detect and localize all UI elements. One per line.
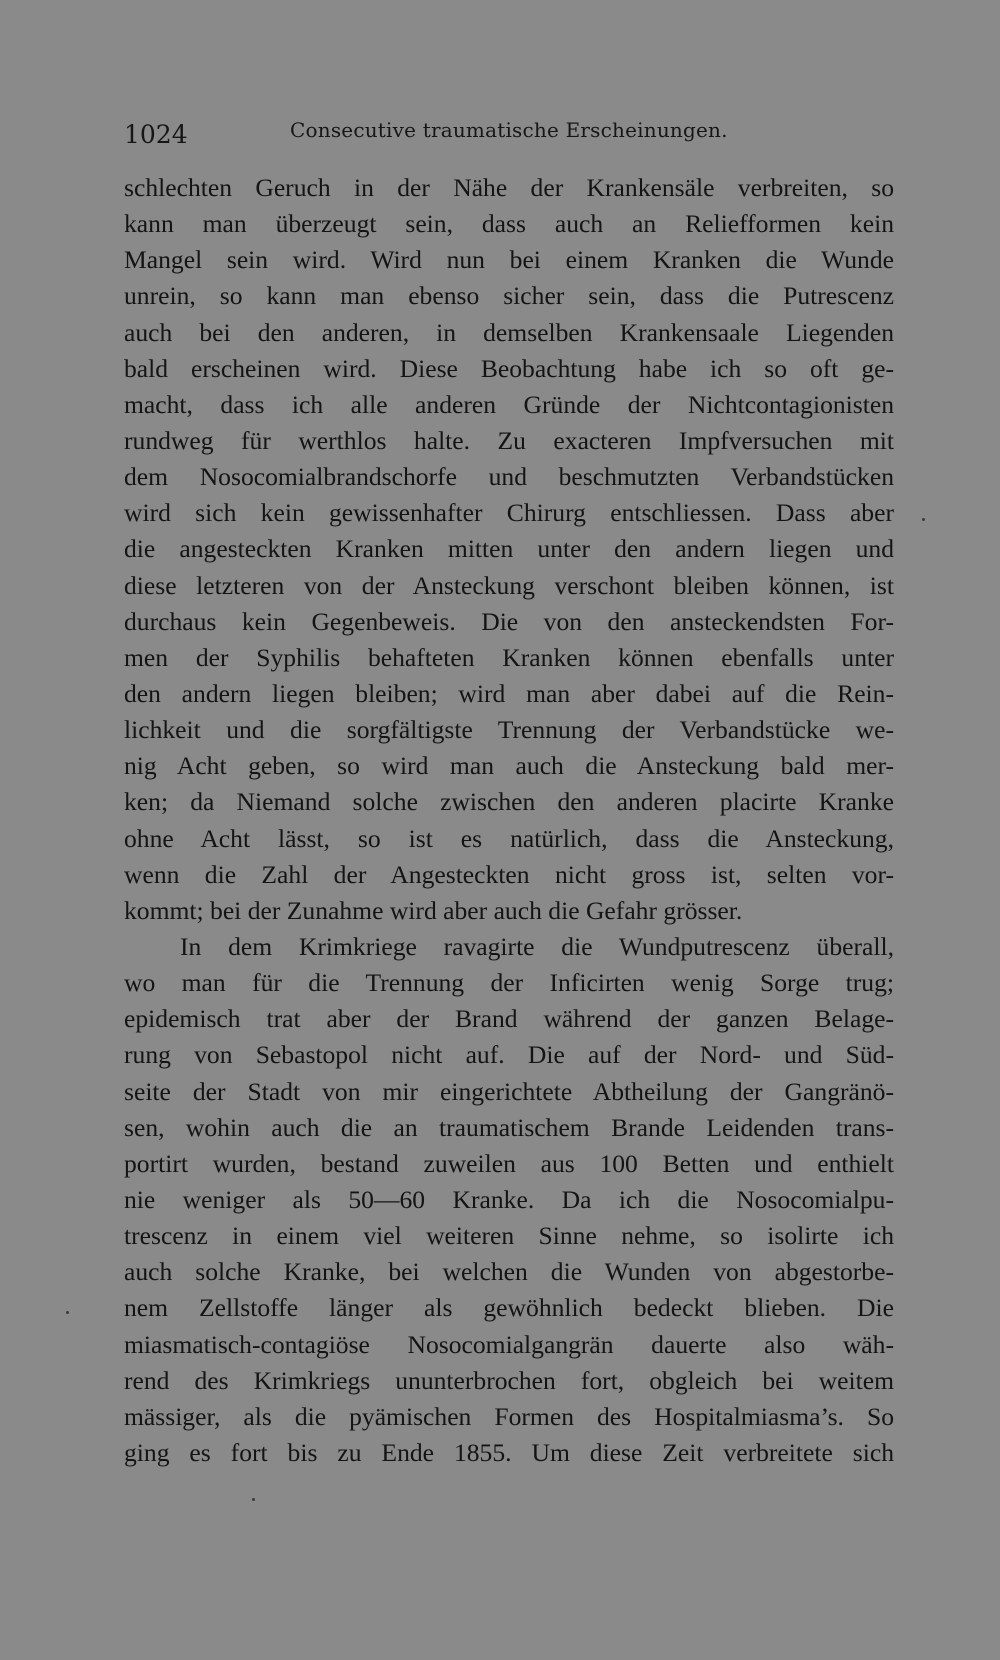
text-line: ging es fort bis zu Ende 1855. Um diese Zeit verbreitete sich (124, 1437, 894, 1467)
text-line: seite der Stadt von mir eingerichtete Abtheilung der Gangränö- (124, 1076, 894, 1106)
print-speck (922, 518, 925, 521)
text-line: die angesteckten Kranken mitten unter den andern liegen und (124, 534, 894, 564)
text-line: lichkeit und die sorgfältigste Trennung der Verbandstücke we- (124, 715, 894, 745)
text-line: sen, wohin auch die an traumatischem Brande Leidenden trans- (124, 1112, 894, 1142)
text-line: wo man für die Trennung der Inficirten wenig Sorge trug; (124, 968, 894, 998)
page-number: 1024 (124, 120, 188, 149)
text-line: rend des Krimkriegs ununterbrochen fort, obgleich bei weitem (124, 1365, 894, 1395)
page-header (124, 112, 904, 152)
text-line: wird sich kein gewissenhafter Chirurg entschliessen. Dass aber (124, 498, 894, 528)
text-line: mässiger, als die pyämischen Formen des Hospitalmiasma’s. So (124, 1401, 894, 1431)
text-line: durchaus kein Gegenbeweis. Die von den ansteckendsten For- (124, 606, 894, 636)
text-line: schlechten Geruch in der Nähe der Krankensäle verbreiten, so (124, 173, 894, 202)
text-line: wenn die Zahl der Angesteckten nicht gross ist, selten vor- (124, 859, 894, 889)
text-line: nig Acht geben, so wird man auch die Ansteckung bald mer- (124, 751, 894, 781)
text-line: auch solche Kranke, bei welchen die Wunden von abgestorbe- (124, 1257, 894, 1287)
running-title: Consecutive traumatische Erscheinungen. (290, 118, 728, 142)
text-line: unrein, so kann man ebenso sicher sein, dass die Putrescenz (124, 281, 894, 311)
text-line: ohne Acht lässt, so ist es natürlich, dass die Ansteckung, (124, 823, 894, 853)
text-line: miasmatisch-contagiöse Nosocomialgangrän dauerte also wäh- (124, 1329, 894, 1359)
text-line: bald erscheinen wird. Diese Beobachtung habe ich so oft ge- (124, 353, 894, 383)
text-line: rung von Sebastopol nicht auf. Die auf der Nord- und Süd- (124, 1040, 894, 1070)
text-line: trescenz in einem viel weiteren Sinne nehme, so isolirte ich (124, 1221, 894, 1251)
text-line: auch bei den anderen, in demselben Krankensaale Liegenden (124, 317, 894, 347)
print-speck (252, 1498, 255, 1501)
text-line: ken; da Niemand solche zwischen den anderen placirte Kranke (124, 787, 894, 817)
text-line: nie weniger als 50—60 Kranke. Da ich die Nosocomialpu- (124, 1184, 894, 1214)
print-speck (66, 1311, 69, 1314)
text-line: epidemisch trat aber der Brand während der ganzen Belage- (124, 1004, 894, 1034)
text-line: rundweg für werthlos halte. Zu exacteren Impfversuchen mit (124, 425, 894, 455)
text-line: kommt; bei der Zunahme wird aber auch die Gefahr grösser. (124, 895, 743, 925)
text-line: diese letzteren von der Ansteckung verschont bleiben können, ist (124, 570, 894, 600)
text-line: dem Nosocomialbrandschorfe und beschmutzten Verbandstücken (124, 462, 894, 492)
body-text (124, 170, 894, 1471)
text-line: macht, dass ich alle anderen Gründe der Nichtcontagionisten (124, 389, 894, 419)
text-line: nem Zellstoffe länger als gewöhnlich bedeckt blieben. Die (124, 1293, 894, 1323)
text-line: men der Syphilis behafteten Kranken können ebenfalls unter (124, 642, 894, 672)
text-line: Mangel sein wird. Wird nun bei einem Kranken die Wunde (124, 245, 894, 275)
text-line: portirt wurden, bestand zuweilen aus 100 Betten und enthielt (124, 1148, 894, 1178)
text-line: In dem Krimkriege ravagirte die Wundputrescenz überall, (180, 931, 894, 961)
text-line: kann man überzeugt sein, dass auch an Reliefformen kein (124, 209, 894, 239)
text-line: den andern liegen bleiben; wird man aber dabei auf die Rein- (124, 678, 894, 708)
